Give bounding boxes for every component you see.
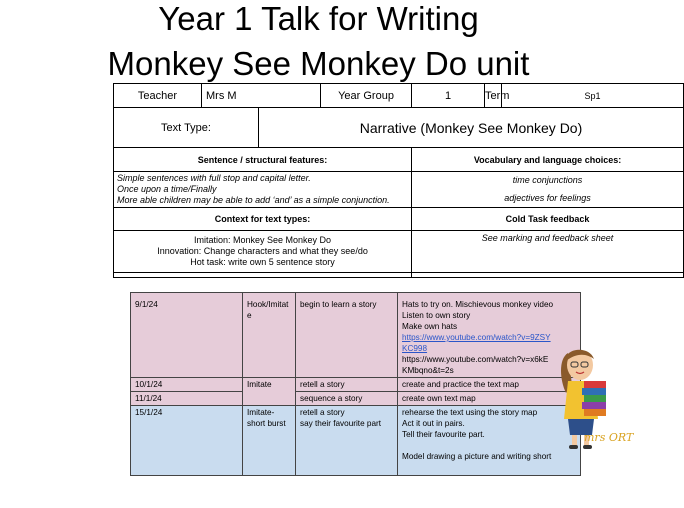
teacher-avatar-illustration [554,345,638,455]
sentence-line: Simple sentences with full stop and capital letter. [117,173,311,183]
shoe-right [583,445,592,449]
sentence-features-text [114,172,412,208]
activity-line: Tell their favourite part. [402,430,485,439]
activity-line: Make own hats [402,322,458,331]
plan-date: 15/1/24 [131,406,243,476]
plan-date: 9/1/24 [131,293,243,378]
objective-line: retell a story [300,408,345,417]
cold-task-value: See marking and feedback sheet [412,231,684,273]
video-link[interactable]: https://www.youtube.com/watch?v=9ZSY KC998 [402,333,551,353]
sentence-line: More able children may be able to add ‘and’ as a simple conjunction. [117,195,390,205]
activity-line: Model drawing a picture and writing short [402,452,552,461]
activity-line: Hats to try on. Mischievous monkey video [402,300,554,309]
teacher-value: Mrs M [202,84,321,108]
text-type-value: Narrative (Monkey See Monkey Do) [259,108,684,148]
video-link-text: https://www.youtube.com/watch?v=x6kE KMbqno&t=2s [402,355,549,375]
year-group-label: Year Group [321,84,412,108]
vocab-line: adjectives for feelings [504,193,591,203]
book-4 [582,402,606,409]
sentence-features-heading: Sentence / structural features: [114,148,412,172]
book-1 [584,381,606,388]
plan-stage: Hook/Imitat e [243,293,296,378]
objective-line: say their favourite part [300,419,382,428]
book-3 [584,395,606,402]
vocabulary-heading: Vocabulary and language choices: [412,148,684,172]
plan-stage: Imitate [243,378,296,406]
activity-line: Act it out in pairs. [402,419,465,428]
context-line: Hot task: write own 5 sentence story [190,257,335,267]
lesson-plan-snippet [130,292,554,461]
cold-task-heading: Cold Task feedback [412,208,684,231]
year-group-value: 1 [412,84,485,108]
book-5 [584,409,606,416]
term-label: Term [485,84,502,108]
text-type-label: Text Type: [114,108,259,148]
signature-text: mrs ORT [584,431,634,444]
plan-activity: create own text map [398,392,581,406]
page-title-line-1: Year 1 Talk for Writing [158,0,479,37]
context-line: Innovation: Change characters and what they see/do [157,246,368,256]
plan-activity: create and practice the text map [398,378,581,392]
plan-date: 11/1/24 [131,392,243,406]
unit-overview-table [113,83,684,278]
context-heading: Context for text types: [114,208,412,231]
vocabulary-text [412,172,684,208]
plan-date: 10/1/24 [131,378,243,392]
lesson-plan-table [130,292,581,476]
plan-objective: sequence a story [296,392,398,406]
activity-line: Listen to own story [402,311,471,320]
activity-line [402,440,576,451]
book-2 [582,388,606,395]
activity-line: rehearse the text using the story map [402,408,538,417]
plan-stage: Imitate- short burst [243,406,296,476]
context-line: Imitation: Monkey See Monkey Do [193,235,332,245]
sentence-line: Once upon a time/Finally [117,184,217,194]
teacher-label: Teacher [114,84,202,108]
term-value: Sp1 [502,84,684,108]
plan-objective: retell a story [296,378,398,392]
vocab-line: time conjunctions [512,175,583,185]
page-title-line-2: Monkey See Monkey Do unit [107,45,530,82]
plan-objective [296,406,398,476]
shoe-left [569,445,578,449]
context-text [114,231,412,273]
plan-objective: begin to learn a story [296,293,398,378]
